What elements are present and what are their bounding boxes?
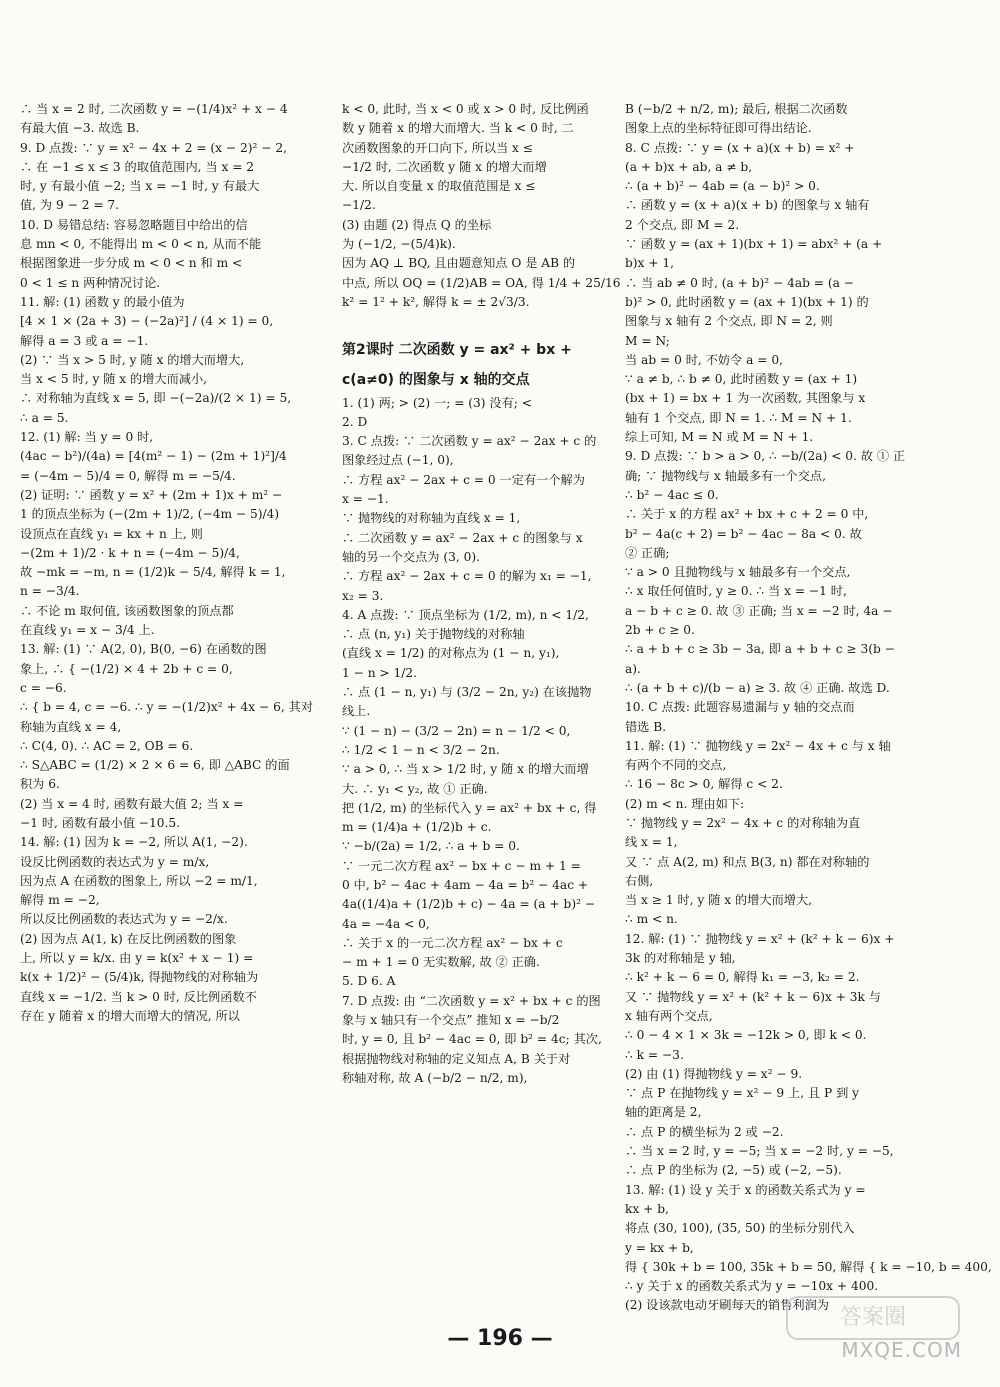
text-line: = (−4m − 5)/4 = 0, 解得 m = −5/4.: [20, 468, 236, 483]
text-line: a − b + c ≥ 0. 故 ③ 正确; 当 x = −2 时, 4a −: [625, 603, 893, 618]
text-line: ∵ 函数 y = (ax + 1)(bx + 1) = abx² + (a +: [625, 237, 883, 252]
text-line: ∴ 点 P 的横坐标为 2 或 −2.: [625, 1124, 784, 1139]
text-line: x = −1.: [342, 492, 389, 507]
text-line: 10. D 易错总结: 容易忽略题目中给出的信: [20, 217, 248, 232]
text-line: m = (1/4)a + (1/2)b + c.: [342, 820, 492, 835]
text-line: 称轴对称, 故 A (−b/2 − n/2, m),: [342, 1070, 528, 1085]
column-right: [625, 100, 992, 1317]
text-line: ∴ 在 −1 ≤ x ≤ 3 的取值范围内, 当 x = 2: [20, 159, 255, 174]
text-line: 4a = −4a < 0,: [342, 916, 430, 931]
text-line: 线上.: [342, 704, 371, 719]
text-line: 轴的距离是 2,: [625, 1105, 702, 1120]
text-line: ∵ a > 0 且抛物线与 x 轴最多有一个交点,: [625, 565, 851, 580]
text-line: ∴ a = 5.: [20, 410, 69, 425]
text-line: 有两个不同的交点,: [625, 758, 727, 773]
text-line: ∴ b² − 4ac ≤ 0.: [625, 487, 719, 502]
text-line: 解得 m = −2,: [20, 893, 100, 908]
text-line: 中点, 所以 OQ = (1/2)AB = OA, 得 1/4 + 25/16: [342, 275, 621, 290]
text-line: b)x + 1,: [625, 256, 675, 271]
text-line: ∴ S△ABC = (1/2) × 2 × 6 = 6, 即 △ABC 的面: [20, 758, 290, 773]
text-line: ∵ a ≠ b, ∴ b ≠ 0, 此时函数 y = (ax + 1): [625, 372, 858, 387]
text-line: [4 × 1 × (2a + 3) − (−2a)²] / (4 × 1) = 0,: [20, 314, 274, 329]
text-line: 11. 解: (1) 函数 y 的最小值为: [20, 294, 185, 309]
text-line: 在直线 y₁ = x − 3/4 上.: [20, 623, 155, 638]
text-line: ∴ k² + k − 6 = 0, 解得 k₁ = −3, k₂ = 2.: [625, 970, 860, 985]
text-line: k < 0, 此时, 当 x < 0 或 x > 0 时, 反比例函: [342, 102, 589, 116]
text-line: 息 mn < 0, 不能得出 m < 0 < n, 从而不能: [20, 237, 262, 252]
text-line: 把 (1/2, m) 的坐标代入 y = ax² + bx + c, 得: [342, 800, 597, 815]
text-line: 轴有 1 个交点, 即 N = 1. ∴ M = N + 1.: [625, 410, 852, 425]
text-line: 根据抛物线对称轴的定义知点 A, B 关于对: [342, 1051, 571, 1066]
text-line: 直线 x = −1/2. 当 k > 0 时, 反比例函数不: [20, 989, 257, 1004]
text-line: (2) 由 (1) 得抛物线 y = x² − 9.: [625, 1066, 803, 1081]
text-line: ∴ (a + b + c)/(b − a) ≥ 3. 故 ④ 正确. 故选 D.: [625, 680, 890, 695]
text-line: 1 的顶点坐标为 (−(2m + 1)/2, (−4m − 5)/4): [20, 507, 280, 522]
text-line: 14. 解: (1) 因为 k = −2, 所以 A(1, −2).: [20, 835, 248, 850]
text-line: 2b + c ≥ 0.: [625, 623, 695, 638]
text-line: (2) ∵ 当 x > 5 时, y 随 x 的增大而增大,: [20, 352, 245, 367]
text-line: (2) 证明: ∵ 函数 y = x² + (2m + 1)x + m² −: [20, 487, 283, 502]
text-line: ② 正确;: [625, 545, 670, 560]
text-line: c = −6.: [20, 680, 67, 695]
text-line: 存在 y 随着 x 的增大而增大的情况, 所以: [20, 1008, 240, 1023]
text-line: 12. (1) 解: 当 y = 0 时,: [20, 430, 154, 445]
text-line: 称轴为直线 x = 4,: [20, 719, 122, 734]
text-line: ∴ k = −3.: [625, 1047, 684, 1062]
text-line: 线 x = 1,: [625, 835, 678, 850]
text-line: 错选 B.: [625, 719, 667, 734]
text-line: 将点 (30, 100), (35, 50) 的坐标分别代入: [625, 1221, 855, 1236]
text-line: 3k 的对称轴是 y 轴,: [625, 951, 736, 966]
text-line: 上, 所以 y = k/x. 由 y = k(x² + x − 1) =: [20, 951, 254, 966]
watermark-text: MXQE.COM: [841, 1338, 962, 1362]
text-line: ∴ C(4, 0). ∴ AC = 2, OB = 6.: [20, 738, 194, 753]
text-line: ∴ (a + b)² − 4ab = (a − b)² > 0.: [625, 179, 820, 194]
text-line: (2) 设该款电动牙刷每天的销售利润为: [625, 1298, 829, 1313]
text-line: 综上可知, M = N 或 M = N + 1.: [625, 430, 814, 445]
text-line: ∴ 方程 ax² − 2ax + c = 0 一定有一个解为: [342, 472, 585, 487]
text-line: B (−b/2 + n/2, m); 最后, 根据二次函数: [625, 102, 848, 116]
text-line: (3) 由题 (2) 得点 Q 的坐标: [342, 217, 492, 232]
text-line: 得 { 30k + b = 100, 35k + b = 50, 解得 { k = −10, b = 400,: [625, 1259, 992, 1274]
text-line: ∴ 点 P 的坐标为 (2, −5) 或 (−2, −5).: [625, 1163, 842, 1178]
text-line: kx + b,: [625, 1201, 669, 1216]
text-line: b)² > 0, 此时函数 y = (ax + 1)(bx + 1) 的: [625, 294, 869, 309]
text-line: 1 − n > 1/2.: [342, 665, 418, 680]
text-line: 设反比例函数的表达式为 y = m/x,: [20, 854, 210, 869]
text-line: ∵ 抛物线 y = 2x² − 4x + c 的对称轴为直: [625, 815, 861, 830]
text-line: 4a((1/4)a + (1/2)b + c) − 4a = (a + b)² −: [342, 897, 596, 912]
text-line: 数 y 随着 x 的增大而增大. 当 k < 0 时, 二: [342, 121, 574, 136]
text-line: ∴ 二次函数 y = ax² − 2ax + c 的图象与 x: [342, 530, 583, 545]
text-line: 大. ∴ y₁ < y₂, 故 ① 正确.: [342, 781, 488, 796]
text-line: (直线 x = 1/2) 的对称点为 (1 − n, y₁),: [342, 646, 560, 661]
text-line: ∴ 关于 x 的方程 ax² + bx + c + 2 = 0 中,: [625, 507, 869, 522]
text-line: 轴的另一个交点为 (3, 0).: [342, 549, 481, 564]
text-line: ∴ 16 − 8c > 0, 解得 c < 2.: [625, 777, 783, 792]
text-line: ∴ y 关于 x 的函数关系式为 y = −10x + 400.: [625, 1279, 879, 1294]
text-line: ∴ 0 − 4 × 1 × 3k = −12k > 0, 即 k < 0.: [625, 1028, 867, 1043]
text-line: 象与 x 轴只有一个交点” 推知 x = −b/2: [342, 1013, 560, 1028]
text-line: ∴ a + b + c ≥ 3b − 3a, 即 a + b + c ≥ 3(b −: [625, 642, 895, 657]
text-line: c(a≠0) 的图象与 x 轴的交点: [342, 371, 530, 388]
text-line: 因为 AQ ⊥ BQ, 且由题意知点 O 是 AB 的: [342, 256, 576, 271]
text-line: 图象上点的坐标特征即可得出结论.: [625, 121, 812, 136]
text-line: (a + b)x + ab, a ≠ b,: [625, 159, 753, 174]
text-line: (2) 因为点 A(1, k) 在反比例函数的图象: [20, 931, 237, 946]
text-line: 2. D: [342, 414, 368, 429]
text-line: 第2课时 二次函数 y = ax² + bx +: [342, 341, 572, 358]
text-line: ∴ 点 (1 − n, y₁) 与 (3/2 − 2n, y₂) 在该抛物: [342, 685, 592, 700]
text-line: 值, 为 9 − 2 = 7.: [20, 198, 120, 213]
text-line: 确; ∵ 抛物线与 x 轴最多有一个交点,: [625, 468, 826, 483]
text-line: 所以反比例函数的表达式为 y = −2/x.: [20, 912, 228, 927]
text-line: 大. 所以自变量 x 的取值范围是 x ≤: [342, 179, 536, 194]
text-line: − m + 1 = 0 无实数解, 故 ② 正确.: [342, 955, 540, 970]
text-line: 因为点 A 在函数的图象上, 所以 −2 = m/1,: [20, 873, 258, 888]
text-line: ∴ x 取任何值时, y ≥ 0. ∴ 当 x = −1 时,: [625, 584, 847, 599]
text-line: 11. 解: (1) ∵ 抛物线 y = 2x² − 4x + c 与 x 轴: [625, 738, 891, 753]
text-line: 右侧,: [625, 873, 654, 888]
text-line: 积为 6.: [20, 777, 60, 792]
watermark-stamp: 答案圈: [786, 1296, 960, 1340]
text-line: 次函数图象的开口向下, 所以当 x ≤: [342, 140, 534, 155]
text-line: ∴ 点 (n, y₁) 关于抛物线的对称轴: [342, 627, 525, 642]
text-line: ∴ 当 x = 2 时, y = −5; 当 x = −2 时, y = −5,: [625, 1144, 894, 1159]
text-line: ∴ 方程 ax² − 2ax + c = 0 的解为 x₁ = −1,: [342, 569, 592, 584]
text-line: 又 ∵ 抛物线 y = x² + (k² + k − 6)x + 3k 与: [625, 989, 881, 1004]
text-line: 9. D 点拨: ∵ y = x² − 4x + 2 = (x − 2)² − 2,: [20, 140, 288, 155]
text-line: 3. C 点拨: ∵ 二次函数 y = ax² − 2ax + c 的: [342, 434, 597, 449]
text-line: (bx + 1) = bx + 1 为一次函数, 其图象与 x: [625, 391, 866, 406]
text-line: 又 ∵ 点 A(2, m) 和点 B(3, n) 都在对称轴的: [625, 854, 870, 869]
text-line: 图象与 x 轴有 2 个交点, 即 N = 2, 则: [625, 314, 833, 329]
text-line: −(2m + 1)/2 · k + n = (−4m − 5)/4,: [20, 545, 240, 560]
text-line: 时, y 有最小值 −2; 当 x = −1 时, y 有最大: [20, 179, 260, 194]
text-line: x 轴有两个交点,: [625, 1008, 713, 1023]
text-line: M = N;: [625, 333, 670, 348]
text-line: 设顶点在直线 y₁ = kx + n 上, 则: [20, 526, 203, 541]
text-line: (2) 当 x = 4 时, 函数有最大值 2; 当 x =: [20, 796, 244, 811]
text-line: ∵ a > 0, ∴ 当 x > 1/2 时, y 随 x 的增大而增: [342, 762, 589, 777]
text-line: 为 (−1/2, −(5/4)k).: [342, 237, 456, 252]
text-line: ∴ 当 ab ≠ 0 时, (a + b)² − 4ab = (a −: [625, 275, 854, 290]
text-line: 8. C 点拨: ∵ y = (x + a)(x + b) = x² +: [625, 140, 855, 155]
text-line: −1/2 时, 二次函数 y 随 x 的增大而增: [342, 159, 547, 174]
text-line: a).: [625, 661, 641, 676]
text-line: ∴ m < n.: [625, 912, 678, 927]
text-line: 0 < 1 ≤ n 两种情况讨论.: [20, 275, 161, 290]
text-line: 时, y = 0, 且 b² − 4ac = 0, 即 b² = 4c; 其次,: [342, 1032, 602, 1047]
text-line: 0 中, b² − 4ac + 4am − 4a = b² − 4ac +: [342, 877, 589, 892]
text-line: 图象经过点 (−1, 0),: [342, 453, 454, 468]
text-line: 当 ab = 0 时, 不妨令 a = 0,: [625, 352, 783, 367]
text-line: 象上, ∴ { −(1/2) × 4 + 2b + c = 0,: [20, 661, 233, 676]
column-middle: [342, 100, 638, 1317]
text-line: 当 x < 5 时, y 随 x 的增大而减小,: [20, 372, 208, 387]
text-line: ∵ 抛物线的对称轴为直线 x = 1,: [342, 511, 521, 526]
text-line: 有最大值 −3. 故选 B.: [20, 121, 140, 136]
page-number: — 196 —: [447, 1326, 553, 1351]
text-line: 10. C 点拨: 此题容易遗漏与 y 轴的交点而: [625, 700, 855, 715]
text-line: ∵ (1 − n) − (3/2 − 2n) = n − 1/2 < 0,: [342, 723, 571, 738]
text-line: ∵ 一元二次方程 ax² − bx + c − m + 1 =: [342, 858, 581, 873]
text-line: −1 时, 函数有最小值 −10.5.: [20, 815, 180, 830]
text-line: ∵ −b/(2a) = 1/2, ∴ a + b = 0.: [342, 839, 520, 854]
text-line: ∴ 对称轴为直线 x = 5, 即 −(−2a)/(2 × 1) = 5,: [20, 391, 292, 406]
text-line: ∴ 关于 x 的一元二次方程 ax² − bx + c: [342, 935, 563, 950]
text-line: ∴ 不论 m 取何值, 该函数图象的顶点都: [20, 603, 234, 618]
text-line: −1/2.: [342, 198, 376, 213]
text-line: k(x + 1/2)² − (5/4)k, 得抛物线的对称轴为: [20, 970, 259, 985]
text-line: 7. D 点拨: 由 “二次函数 y = x² + bx + c 的图: [342, 993, 601, 1008]
column-left: [20, 100, 316, 1317]
text-line: ∴ 函数 y = (x + a)(x + b) 的图象与 x 轴有: [625, 198, 870, 213]
text-line: 9. D 点拨: ∵ b > a > 0, ∴ −b/(2a) < 0. 故 ① 正: [625, 449, 906, 464]
text-line: 故 −mk = −m, n = (1/2)k − 5/4, 解得 k = 1,: [20, 565, 286, 580]
text-line: ∵ 点 P 在抛物线 y = x² − 9 上, 且 P 到 y: [625, 1086, 860, 1101]
text-line: ∴ { b = 4, c = −6. ∴ y = −(1/2)x² + 4x − 6, 其对: [20, 700, 314, 715]
text-line: 5. D 6. A: [342, 974, 396, 989]
text-line: n = −3/4.: [20, 584, 80, 599]
text-line: 12. 解: (1) ∵ 抛物线 y = x² + (k² + k − 6)x +: [625, 931, 895, 946]
text-line: k² = 1² + k², 解得 k = ± 2√3/3.: [342, 294, 530, 309]
text-line: 13. 解: (1) 设 y 关于 x 的函数关系式为 y =: [625, 1182, 866, 1197]
text-line: ∴ 当 x = 2 时, 二次函数 y = −(1/4)x² + x − 4: [20, 102, 288, 116]
text-line: y = kx + b,: [625, 1240, 694, 1255]
text-line: x₂ = 3.: [342, 588, 384, 603]
text-line: 解得 a = 3 或 a = −1.: [20, 333, 149, 348]
text-line: (2) m < n. 理由如下:: [625, 796, 745, 811]
text-line: 当 x ≥ 1 时, y 随 x 的增大而增大,: [625, 893, 813, 908]
text-line: 根据图象进一步分成 m < 0 < n 和 m <: [20, 256, 243, 271]
text-line: (4ac − b²)/(4a) = [4(m² − 1) − (2m + 1)²]/4: [20, 449, 287, 464]
text-line: b² − 4a(c + 2) = b² − 4ac − 8a < 0. 故: [625, 526, 862, 541]
text-line: 1. (1) 两; > (2) 一; = (3) 没有; <: [342, 395, 532, 410]
text-line: 2 个交点, 即 M = 2.: [625, 217, 740, 232]
text-line: ∴ 1/2 < 1 − n < 3/2 − 2n.: [342, 742, 500, 757]
text-line: [342, 312, 638, 331]
text-line: 4. A 点拨: ∵ 顶点坐标为 (1/2, m), n < 1/2,: [342, 607, 589, 622]
text-line: 13. 解: (1) ∵ A(2, 0), B(0, −6) 在函数的图: [20, 642, 267, 657]
